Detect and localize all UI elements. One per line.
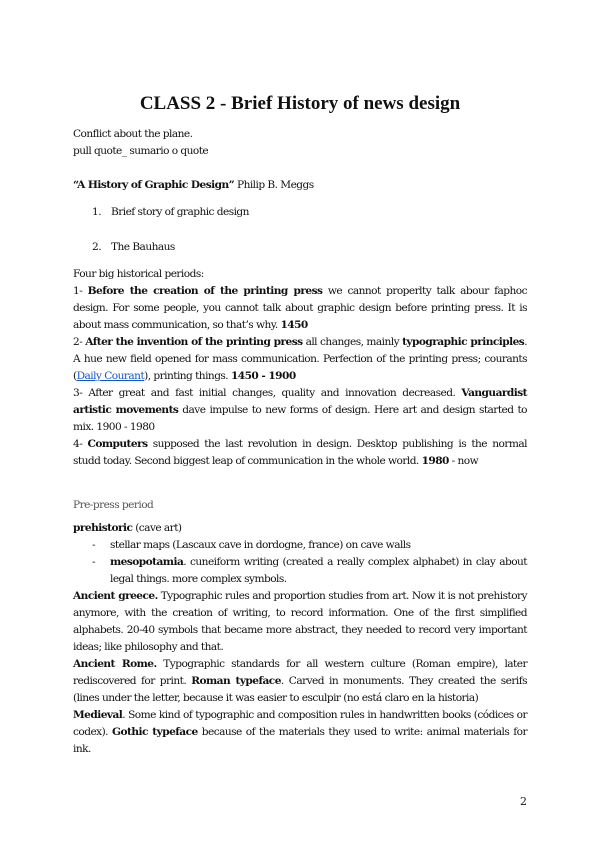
medieval-text-b: because of the materials they used to write: animal materials for ink. xyxy=(73,726,527,755)
greece-text: Typographic rules and proportion studies from art. Now it is not prehistory anymore, with the creation of writing, to record information. One of the first simplified alphabets. 20-40 symbols that became more abstract, they needed to record very important ideas; like philosophy and that. xyxy=(73,590,527,653)
list-spacer xyxy=(73,221,527,233)
prehistoric-text: (cave art) xyxy=(132,522,182,534)
prehistoric-heading: prehistoric xyxy=(73,522,133,534)
list-number: 2. xyxy=(92,241,102,253)
period-3-heading: Vanguardist artistic movements xyxy=(73,387,527,416)
list-number: 1. xyxy=(92,206,102,218)
daily-courant-link[interactable]: Daily Courant xyxy=(76,370,145,382)
period-2-text-c: ), printing things. xyxy=(144,370,231,382)
bullet-text: stellar maps (Lascaux cave in dordogne, france) on cave walls xyxy=(110,539,411,551)
book-title: “A History of Graphic Design” xyxy=(73,179,235,191)
period-2-number: 2- xyxy=(73,336,86,348)
period-1 xyxy=(73,283,527,334)
period-2-heading: After the invention of the printing press xyxy=(85,336,303,348)
period-2 xyxy=(73,334,527,385)
bullet-heading: mesopotamia xyxy=(110,556,184,568)
list-text: The Bauhaus xyxy=(111,241,175,253)
page-title: CLASS 2 - Brief History of news design xyxy=(139,93,461,114)
periods-heading: Four big historical periods: xyxy=(73,268,204,280)
prehistoric-bullets xyxy=(73,537,527,588)
period-3-number: 3- xyxy=(73,387,89,399)
rome-paragraph xyxy=(73,656,527,707)
dash-bullet: - xyxy=(92,556,96,568)
greece-paragraph xyxy=(73,588,527,656)
rome-heading: Ancient Rome. xyxy=(73,658,157,670)
gothic-typeface: Gothic typeface xyxy=(112,726,198,738)
intro-line-2: pull quote_ sumario o quote xyxy=(73,145,209,157)
period-1-year: 1450 xyxy=(280,319,308,331)
period-4 xyxy=(73,436,527,470)
medieval-paragraph xyxy=(73,707,527,758)
medieval-text-a: . Some kind of typographic and composition rules in handwritten books (códices or codex). xyxy=(73,709,527,738)
list-item xyxy=(73,537,527,554)
list-item xyxy=(73,554,527,588)
rome-text-a: Typographic standards for all western culture (Roman empire), later rediscovered for print. xyxy=(73,658,527,687)
period-4-year: 1980 xyxy=(421,455,449,467)
period-3-text-a: After great and fast initial changes, quality and innovation decreased. xyxy=(88,387,462,399)
book-author: Philip B. Meggs xyxy=(234,179,314,191)
list-item xyxy=(73,204,527,221)
period-4-tail: - now xyxy=(448,455,479,467)
period-1-number: 1- xyxy=(73,285,88,297)
period-4-number: 4- xyxy=(73,438,88,450)
period-3-text-b: dave impulse to new forms of design. Here art and design started to mix. 1900 - 1980 xyxy=(73,404,527,433)
list-text: Brief story of graphic design xyxy=(111,206,249,218)
dash-bullet: - xyxy=(92,539,96,551)
roman-typeface: Roman typeface xyxy=(191,675,281,687)
period-2-text-b: . A hue new field opened for mass communication. Perfection of the printing press; courants ( xyxy=(73,336,527,382)
period-2-text-a: all changes, mainly xyxy=(302,336,403,348)
period-3 xyxy=(73,385,527,436)
page-number: 2 xyxy=(520,795,527,808)
period-1-heading: Before the creation of the printing press xyxy=(87,285,323,297)
prehistoric-line xyxy=(73,520,527,537)
prepress-heading: Pre-press period xyxy=(73,499,154,511)
book-reference xyxy=(73,177,527,194)
greece-heading: Ancient greece. xyxy=(73,590,158,602)
period-2-year: 1450 - 1900 xyxy=(230,370,296,382)
period-4-heading: Computers xyxy=(87,438,148,450)
medieval-heading: Medieval xyxy=(73,709,123,721)
document-body xyxy=(73,126,527,758)
rome-text-b: . Carved in monuments. They created the serifs (lines under the letter, because it was easier to esculpir (no está claro en la historia) xyxy=(73,675,527,704)
list-item xyxy=(73,239,527,256)
bullet-text: . cuneiform writing (created a really complex alphabet) in clay about legal things. more complex symbols. xyxy=(110,556,527,585)
intro-line-1: Conflict about the plane. xyxy=(73,128,193,140)
sources-list xyxy=(73,204,527,256)
period-2-emphasis: typographic principles xyxy=(402,336,525,348)
period-1-text: we cannot properlty talk abour faphoc design. For some people, you cannot talk about graphic design before printing press. It is about mass communication, so that’s why. xyxy=(73,285,527,331)
period-4-text: supposed the last revolution in design. Desktop publishing is the normal studd today. Second biggest leap of communication in the whole world. xyxy=(73,438,527,467)
